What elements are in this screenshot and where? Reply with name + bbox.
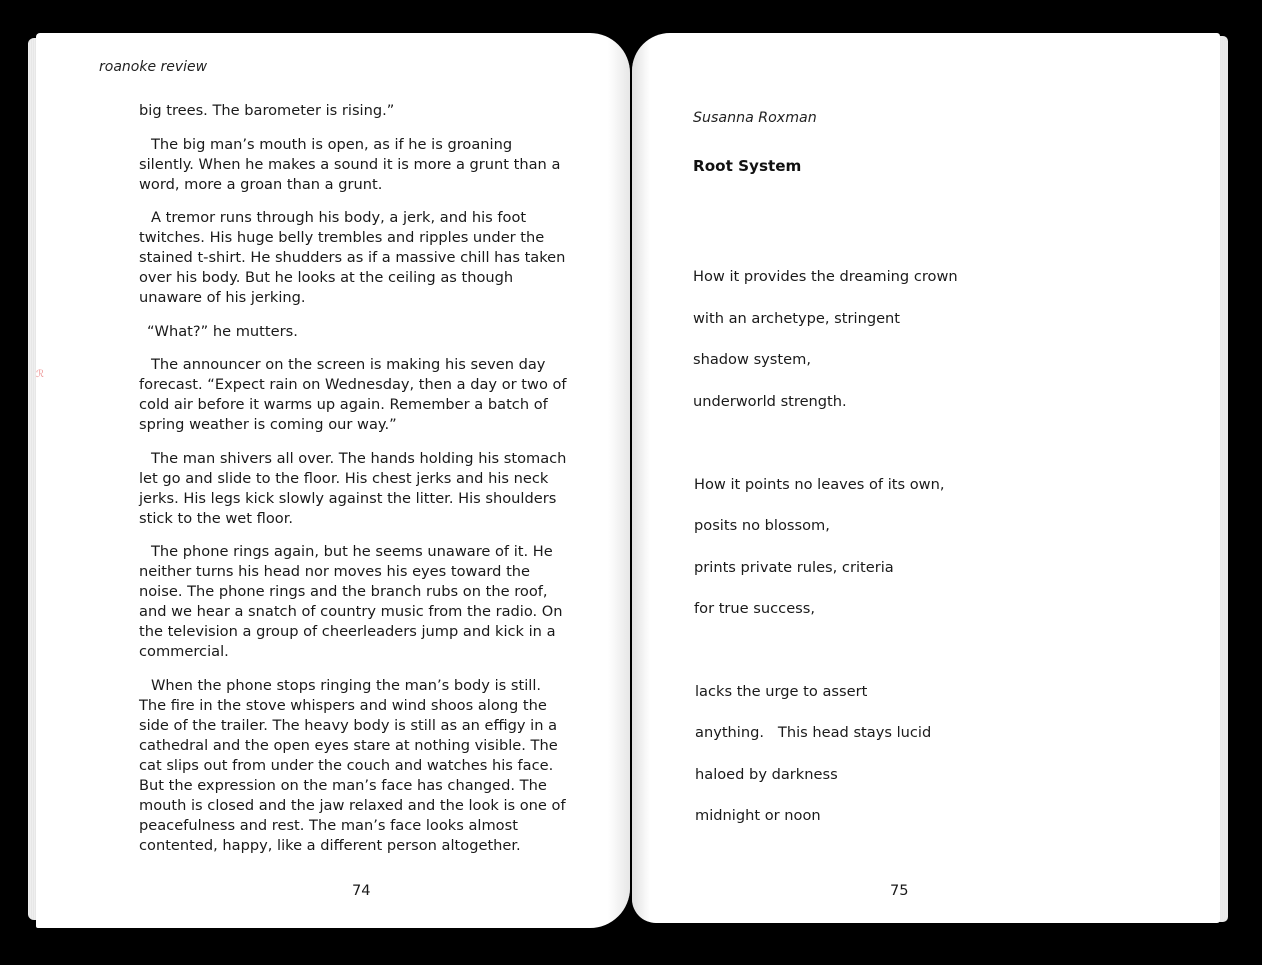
- poem-line: underworld strength.: [693, 393, 847, 410]
- right-page: [632, 33, 1220, 923]
- poem-line: shadow system,: [693, 351, 811, 368]
- paragraph: A tremor runs through his body, a jerk, and his foot twitches. His huge belly trembles and ripples under the stained t-shirt. He shudders as if a massive chill has taken over his body. But he looks at the ceiling as though unaware of his jerking.: [139, 209, 566, 306]
- running-head: roanoke review: [99, 59, 208, 75]
- page-number: 74: [352, 882, 371, 899]
- paragraph: When the phone stops ringing the man’s body is still. The fire in the stove whispers and wind shoos along the side of the trailer. The heavy body is still as an effigy in a cathedral and the open eyes stare at nothing visible. The cat slips out from under the couch and watches his face. But the expression on the man’s face has changed. The mouth is closed and the jaw relaxed and the look is one of peacefulness and rest. The man’s face looks almost contented, happy, like a different person altogether.: [139, 676, 566, 854]
- edge-stain-mark: ℛ: [36, 369, 44, 380]
- poem-line: midnight or noon: [695, 807, 821, 824]
- paragraph: The phone rings again, but he seems unaware of it. He neither turns his head nor moves his eyes toward the noise. The phone rings and the branch rubs on the roof, and we hear a snatch of country music from the radio. On the television a group of cheerleaders jump and kick in a commercial.: [139, 543, 563, 660]
- poem-line: for true success,: [694, 600, 816, 617]
- left-page: [36, 33, 630, 928]
- poem-line: haloed by darkness: [695, 766, 838, 783]
- left-gutter-shadow: [608, 33, 630, 928]
- page-number: 75: [890, 882, 909, 899]
- paragraph: The announcer on the screen is making his seven day forecast. “Expect rain on Wednesday, then a day or two of cold air before it warms up again. Remember a batch of spring weather is coming our way.”: [139, 356, 567, 433]
- poem-line: with an archetype, stringent: [693, 310, 901, 327]
- poem-line: prints private rules, criteria: [694, 559, 894, 576]
- poem-line: How it points no leaves of its own,: [694, 476, 945, 493]
- poem-line: anything. This head stays lucid: [695, 724, 932, 741]
- prose-body: [139, 101, 567, 869]
- paragraph: The big man’s mouth is open, as if he is groaning silently. When he makes a sound it is more a grunt than a word, more a groan than a grunt.: [139, 135, 561, 193]
- poem-line: posits no blossom,: [694, 517, 830, 534]
- poem-title: Root System: [693, 157, 802, 175]
- poem-author: Susanna Roxman: [693, 110, 817, 126]
- paragraph: big trees. The barometer is rising.”: [139, 102, 395, 119]
- poem-line: How it provides the dreaming crown: [693, 268, 958, 285]
- paragraph: The man shivers all over. The hands holding his stomach let go and slide to the floor. His chest jerks and his neck jerks. His legs kick slowly against the litter. His shoulders stick to the wet floor.: [139, 449, 567, 527]
- right-gutter-shadow: [632, 33, 650, 923]
- poem-line: lacks the urge to assert: [695, 683, 868, 700]
- paragraph: “What?” he mutters.: [147, 322, 298, 340]
